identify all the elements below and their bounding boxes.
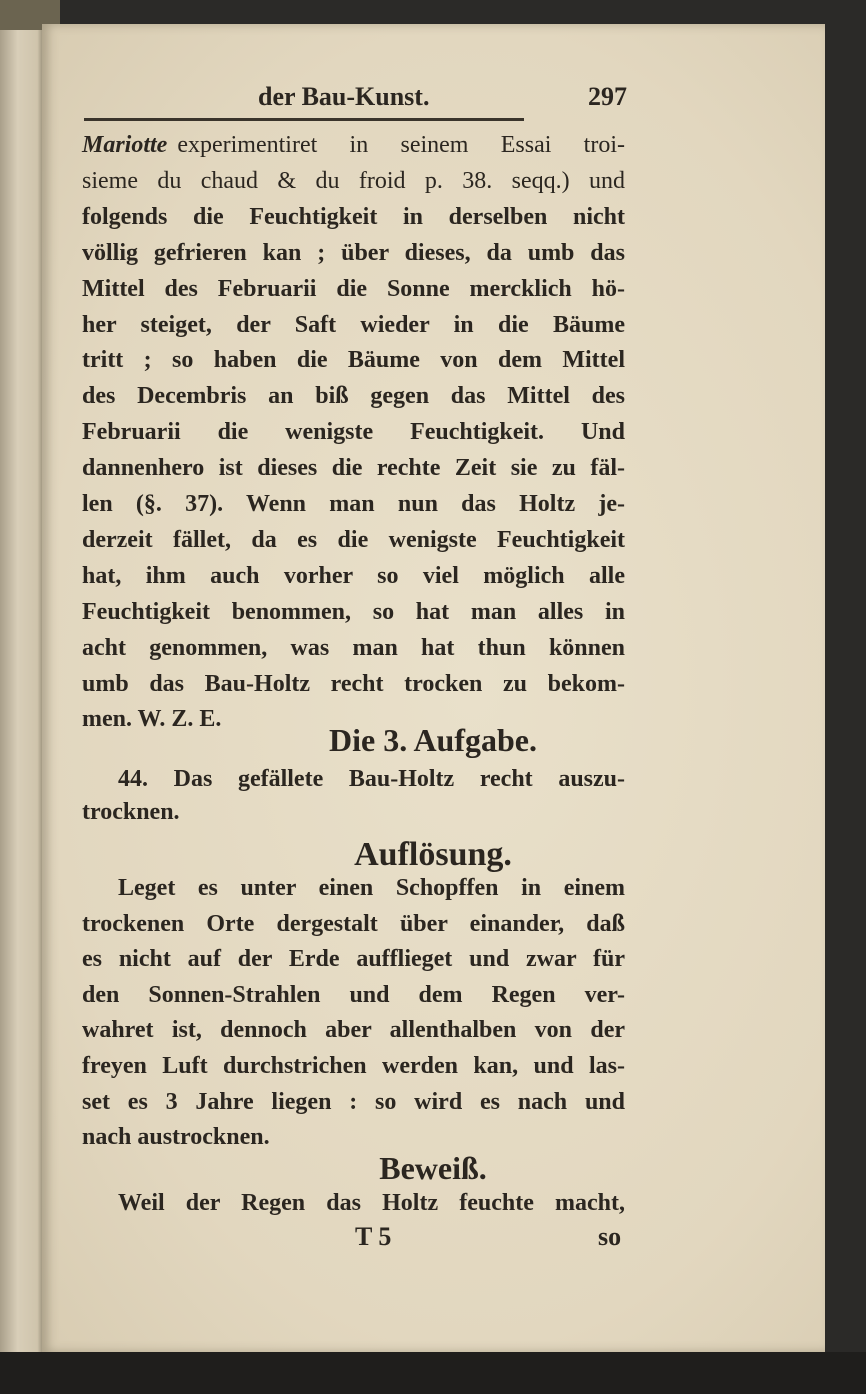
- header-rule: [84, 118, 524, 121]
- text-line: derzeit fället, da es die wenigste Feuchtigkeit: [82, 526, 625, 553]
- author-name: Mariotte: [82, 132, 168, 158]
- text-line: nach austrocknen.: [82, 1124, 270, 1151]
- text-line: her steiget, der Saft wieder in die Bäume: [82, 311, 625, 338]
- text-line: trockenen Orte dergestalt über einander, daß: [82, 910, 625, 937]
- text-line: set es 3 Jahre liegen : so wird es nach und: [82, 1088, 625, 1115]
- text-line: des Decembris an biß gegen das Mittel des: [82, 383, 625, 410]
- catchword: so: [598, 1222, 622, 1251]
- text-line: [82, 130, 625, 160]
- text-line: Februarii die wenigste Feuchtigkeit. Und: [82, 419, 625, 446]
- text-line: hat, ihm auch vorher so viel möglich alle: [82, 562, 625, 589]
- solution-heading: Auflösung.: [354, 836, 512, 873]
- text-line: Feuchtigkeit benommen, so hat man alles in: [82, 598, 625, 625]
- text-line: dannenhero ist dieses die rechte Zeit sie zu fäl-: [82, 455, 625, 482]
- proof-heading: Beweiß.: [379, 1150, 487, 1186]
- text-line: tritt ; so haben die Bäume von dem Mittel: [82, 347, 625, 374]
- text-line: len (§. 37). Wenn man nun das Holtz je-: [82, 491, 625, 517]
- text-line: völlig gefrieren kan ; über dieses, da umb das: [82, 239, 625, 266]
- text-line: es nicht auf der Erde aufflieget und zwar für: [82, 946, 625, 973]
- scan-background: [0, 1352, 866, 1394]
- page-number: 297: [588, 82, 627, 111]
- text-line: folgends die Feuchtigkeit in derselben nicht: [82, 203, 625, 230]
- text-line: men. W. Z. E.: [82, 706, 222, 733]
- text-line: Mittel des Februarii die Sonne mercklich hö-: [82, 275, 625, 302]
- text-line: sieme du chaud & du froid p. 38. seqq.) und: [82, 167, 625, 194]
- task-statement: 44. Das gefällete Bau-Holtz recht auszu-: [118, 766, 625, 792]
- text-line: wahret ist, dennoch aber allenthalben von der: [82, 1017, 625, 1044]
- text-line: Leget es unter einen Schopffen in einem: [118, 875, 625, 901]
- text-line-rest: experimentiret in seinem Essai troi-: [177, 132, 625, 158]
- task-heading: Die 3. Aufgabe.: [329, 722, 537, 758]
- signature-mark: T 5: [355, 1222, 392, 1251]
- text-line: umb das Bau-Holtz recht trocken zu bekom-: [82, 670, 625, 697]
- running-title: der Bau-Kunst.: [258, 82, 430, 111]
- text-line: freyen Luft durchstrichen werden kan, und las-: [82, 1053, 625, 1079]
- task-statement: trocknen.: [82, 799, 180, 825]
- text-line: den Sonnen-Strahlen und dem Regen ver-: [82, 981, 625, 1008]
- proof-line: Weil der Regen das Holtz feuchte macht,: [118, 1190, 625, 1216]
- text-line: acht genommen, was man hat thun können: [82, 634, 625, 661]
